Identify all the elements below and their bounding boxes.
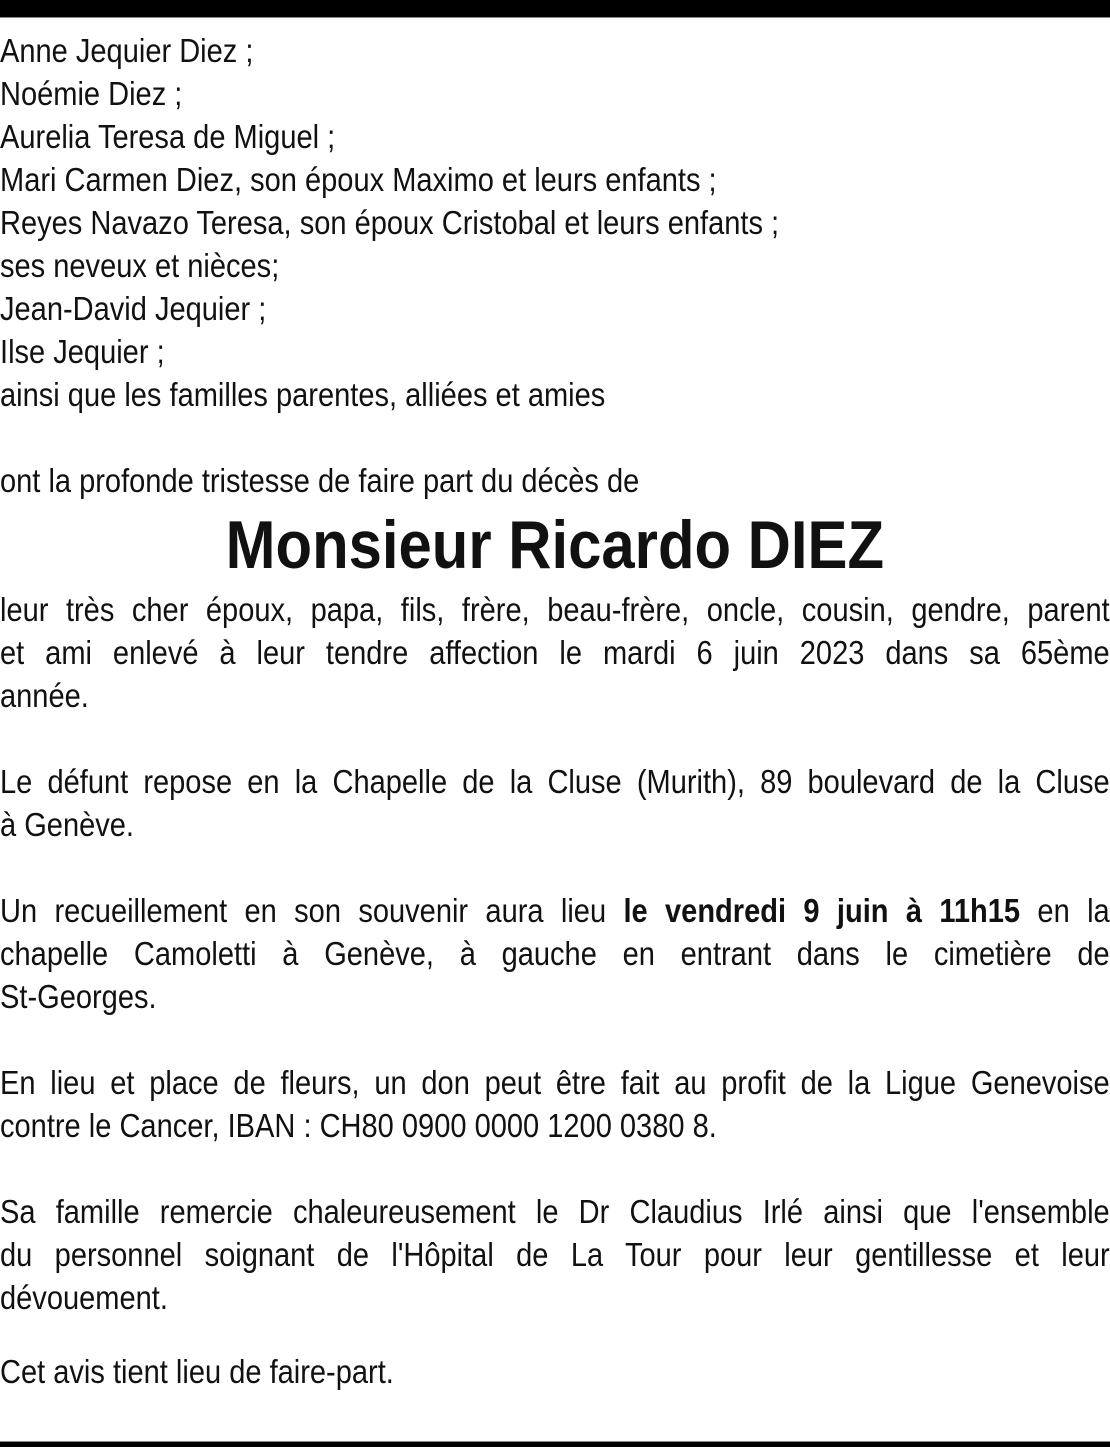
text-line: dévouement. bbox=[0, 1279, 168, 1316]
text-line: chapelle Camoletti à Genève, à gauche en entrant dans le cimetière de bbox=[0, 935, 1110, 972]
family-member: ses neveux et nièces; bbox=[0, 247, 280, 284]
text-line: et ami enlevé à leur tendre affection le mardi 6 juin 2023 dans sa 65ème bbox=[0, 634, 1110, 671]
family-member: Mari Carmen Diez, son époux Maximo et leurs enfants ; bbox=[0, 161, 717, 198]
text-line: du personnel soignant de l'Hôpital de La Tour pour leur gentillesse et leur bbox=[0, 1236, 1110, 1273]
family-member: Jean-David Jequier ; bbox=[0, 290, 267, 327]
announcement: ont la profonde tristesse de faire part du décès de bbox=[0, 462, 640, 499]
text-line: Sa famille remercie chaleureusement le Dr Claudius Irlé ainsi que l'ensemble bbox=[0, 1193, 1110, 1230]
obituary-notice bbox=[0, 29, 1110, 1393]
text-line: année. bbox=[0, 677, 89, 714]
text-line: leur très cher époux, papa, fils, frère, beau-frère, oncle, cousin, gendre, parent bbox=[0, 591, 1110, 628]
text-line: Le défunt repose en la Chapelle de la Cluse (Murith), 89 boulevard de la Cluse bbox=[0, 763, 1110, 800]
family-member: Anne Jequier Diez ; bbox=[0, 32, 254, 69]
ceremony-intro: Un recueillement en son souvenir aura lieu bbox=[0, 892, 624, 929]
bottom-border bbox=[0, 1441, 1110, 1447]
top-border bbox=[0, 0, 1110, 18]
donation-paragraph bbox=[0, 1061, 1110, 1147]
family-member: ainsi que les familles parentes, alliées et amies bbox=[0, 376, 606, 413]
text-line: à Genève. bbox=[0, 806, 135, 843]
ceremony-location-start: en la bbox=[1020, 892, 1110, 929]
family-member: Noémie Diez ; bbox=[0, 75, 183, 112]
family-member: Aurelia Teresa de Miguel ; bbox=[0, 118, 336, 155]
text-line: St-Georges. bbox=[0, 978, 157, 1015]
family-member: Ilse Jequier ; bbox=[0, 333, 165, 370]
thanks-paragraph bbox=[0, 1190, 1110, 1319]
text-line: contre le Cancer, IBAN : CH80 0900 0000 1200 0380 8. bbox=[0, 1107, 717, 1144]
text-line: En lieu et place de fleurs, un don peut être fait au profit de la Ligue Genevoise bbox=[0, 1064, 1110, 1101]
description-paragraph bbox=[0, 588, 1110, 717]
repose-paragraph bbox=[0, 760, 1110, 846]
text-line bbox=[0, 889, 1110, 932]
ceremony-paragraph bbox=[0, 889, 1110, 1018]
ceremony-date: le vendredi 9 juin à 11h15 bbox=[623, 892, 1021, 929]
family-member: Reyes Navazo Teresa, son époux Cristobal et leurs enfants ; bbox=[0, 204, 780, 241]
deceased-name: Monsieur Ricardo DIEZ bbox=[225, 507, 885, 583]
closing-note: Cet avis tient lieu de faire-part. bbox=[0, 1353, 394, 1390]
family-list bbox=[0, 29, 1110, 416]
